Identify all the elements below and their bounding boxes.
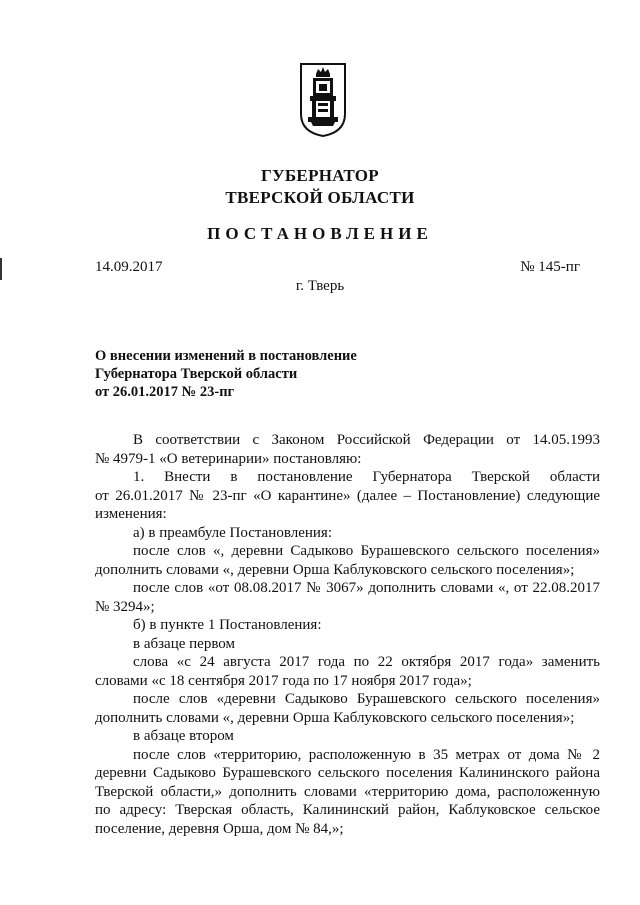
subject-line3: от 26.01.2017 № 23-пг [95, 384, 235, 400]
document-number: № 145-пг [520, 259, 580, 275]
body-line: деревни Садыково Бурашевского сельского поселения Калининского района [95, 765, 600, 781]
document-type: ПОСТАНОВЛЕНИЕ [207, 224, 433, 243]
body-line: Тверской области,» дополнить словами «территорию дома, расположенную [95, 783, 600, 800]
body-line: в абзаце первом [133, 635, 236, 652]
body-line: после слов «территорию, расположенную в 35 метрах от дома № 2 [133, 746, 600, 763]
body-line: дополнить словами «, деревни Орша Каблуковского сельского поселения»; [95, 709, 575, 726]
issuer-title [0, 165, 640, 209]
body-line: по адресу: Тверская область, Калининский район, Каблуковское сельское [95, 802, 600, 818]
body-line: после слов «деревни Садыково Бурашевского сельского поселения» [133, 691, 600, 707]
body-line: В соответствии с Законом Российской Федерации от 14.05.1993 [133, 432, 600, 448]
body-line: № 4979-1 «О ветеринарии» постановляю: [95, 450, 362, 467]
body-line: после слов «от 08.08.2017 № 3067» дополнить словами «, от 22.08.2017 [133, 580, 600, 596]
body-line: изменения: [95, 506, 167, 522]
body-line: после слов «, деревни Садыково Бурашевского сельского поселения» [133, 543, 600, 559]
body-line: б) в пункте 1 Постановления: [133, 617, 322, 633]
scan-margin-mark [0, 258, 2, 280]
body-line: дополнить словами «, деревни Орша Каблуковского сельского поселения»; [95, 561, 575, 578]
document-subject [95, 347, 357, 401]
body-line: поселение, деревня Орша, дом № 84,»; [95, 820, 344, 837]
body-line: от 26.01.2017 № 23-пг «О карантине» (далее – Постановление) следующие [95, 487, 600, 504]
document-date: 14.09.2017 [95, 259, 163, 275]
issuer-title-line2: ТВЕРСКОЙ ОБЛАСТИ [225, 188, 415, 207]
document-city: г. Тверь [295, 278, 345, 294]
body-line: слова «с 24 августа 2017 года по 22 октября 2017 года» заменить [133, 654, 600, 670]
body-line: 1. Внести в постановление Губернатора Тверской области [133, 469, 600, 485]
subject-line2: Губернатора Тверской области [95, 366, 298, 382]
body-line: в абзаце втором [133, 728, 234, 744]
tver-coat-of-arms-icon [299, 62, 347, 138]
body-line: а) в преамбуле Постановления: [133, 524, 332, 541]
body-line: словами «с 18 сентября 2017 года по 17 ноября 2017 года»; [95, 672, 472, 689]
document-body [95, 431, 600, 838]
subject-line1: О внесении изменений в постановление [95, 348, 357, 364]
body-line: № 3294»; [95, 598, 155, 615]
issuer-title-line1: ГУБЕРНАТОР [261, 166, 379, 185]
